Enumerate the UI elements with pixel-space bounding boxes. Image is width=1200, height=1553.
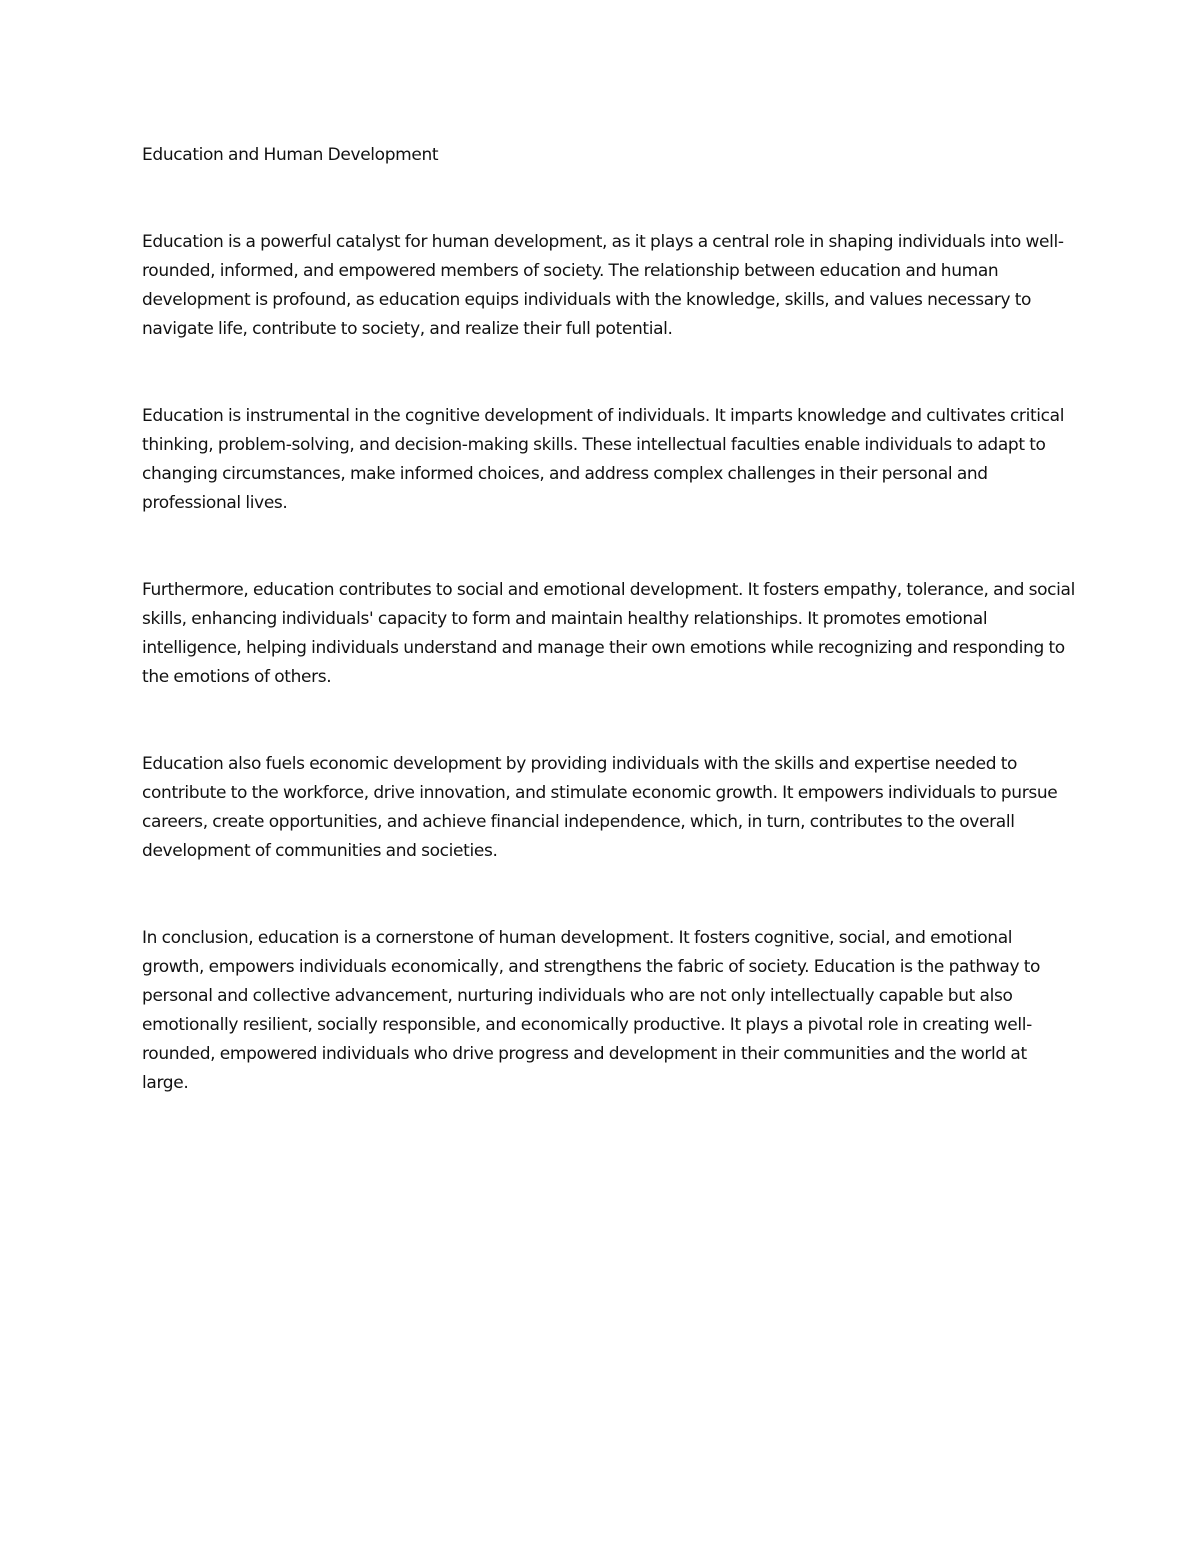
paragraph-spacer <box>142 518 1077 576</box>
document-body <box>142 141 1077 1098</box>
paragraph-spacer <box>142 692 1077 750</box>
paragraph-conclusion: In conclusion, education is a cornerstone of human development. It fosters cognitive, social, and emotional growth, empowers individuals economically, and strengthens the fabric of society. Education is the pathway to personal and collective advancement, nurturing individuals who are not only intellectually capable but also emotionally resilient, socially responsible, and economically productive. It plays a pivotal role in creating well-rounded, empowered individuals who drive progress and development in their communities and the world at large. <box>142 928 1041 1093</box>
paragraph-cognitive: Education is instrumental in the cognitive development of individuals. It imparts knowledge and cultivates critical thinking, problem-solving, and decision-making skills. These intellectual faculties enable individuals to adapt to changing circumstances, make informed choices, and address complex challenges in their personal and professional lives. <box>142 406 1065 513</box>
paragraph-spacer <box>142 344 1077 402</box>
paragraph-spacer <box>142 866 1077 924</box>
paragraph-economic: Education also fuels economic development by providing individuals with the skills and expertise needed to contribute to the workforce, drive innovation, and stimulate economic growth. It empowers individuals to pursue careers, create opportunities, and achieve financial independence, which, in turn, contributes to the overall development of communities and societies. <box>142 754 1058 861</box>
title-spacer <box>142 170 1077 228</box>
paragraph-intro: Education is a powerful catalyst for human development, as it plays a central role in shaping individuals into well-rounded, informed, and empowered members of society. The relationship between education and human development is profound, as education equips individuals with the knowledge, skills, and values necessary to navigate life, contribute to society, and realize their full potential. <box>142 232 1064 339</box>
document-title: Education and Human Development <box>142 145 439 165</box>
paragraph-social-emotional: Furthermore, education contributes to social and emotional development. It fosters empathy, tolerance, and social skills, enhancing individuals' capacity to form and maintain healthy relationships. It promotes emotional intelligence, helping individuals understand and manage their own emotions while recognizing and responding to the emotions of others. <box>142 580 1075 687</box>
